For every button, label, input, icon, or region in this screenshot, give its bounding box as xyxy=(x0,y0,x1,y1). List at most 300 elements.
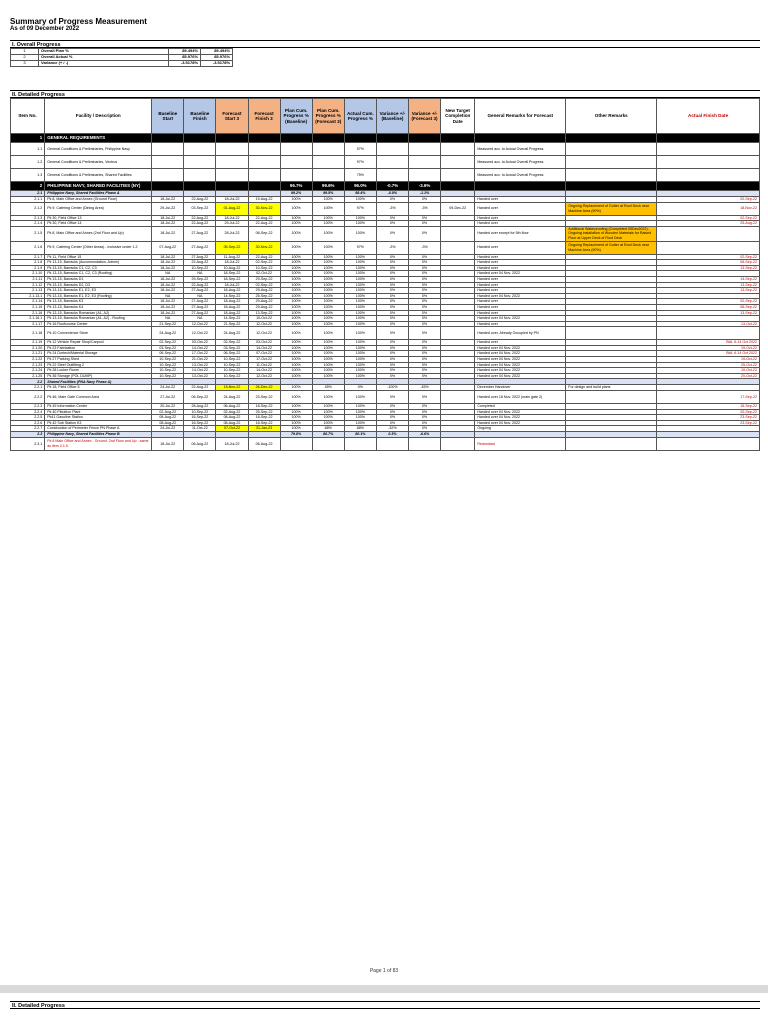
plan-baseline: 100% xyxy=(280,215,312,221)
baseline-start: 18-Jul-22 xyxy=(152,254,184,260)
forecast-start: 06-Sep-22 xyxy=(216,351,248,357)
facility: Pk 42 Sub Station K3 xyxy=(45,420,152,426)
new-target-date: 09-Dec-22 xyxy=(441,202,475,215)
forecast-finish: 07-Oct-22 xyxy=(248,351,280,357)
general-remarks: Measured acc. to Actual Overall Progress xyxy=(475,169,566,182)
baseline-finish xyxy=(184,169,216,182)
table-row xyxy=(11,226,760,241)
actual-progress: 100% xyxy=(344,304,376,310)
forecast-finish xyxy=(248,182,280,191)
facility: PHILIPPINE NAVY, SHARED FACILITIES (NY) xyxy=(45,182,152,191)
variance-baseline: 0% xyxy=(376,288,408,294)
baseline-finish: 17-Oct-22 xyxy=(184,351,216,357)
actual-progress: 98.4% xyxy=(344,191,376,197)
variance-forecast: 0% xyxy=(408,426,440,432)
col-other-remarks: Other Remarks xyxy=(566,99,657,134)
baseline-finish: 22-Aug-22 xyxy=(184,197,216,203)
baseline-finish: 27-Aug-22 xyxy=(184,288,216,294)
plan-forecast: 100% xyxy=(312,260,344,266)
actual-progress: 100% xyxy=(344,254,376,260)
general-remarks: Measured acc. to Actual Overall Progress xyxy=(475,143,566,156)
plan-forecast: 100% xyxy=(312,288,344,294)
other-remarks xyxy=(566,391,657,404)
other-remarks: Additional Waterproofing (Completed 05Dec2022), Ongoing installation of Wooden Materials for Raised Floor at Upper Deck of Roof Deck xyxy=(566,226,657,241)
variance-forecast: -3% xyxy=(408,202,440,215)
baseline-finish: NA xyxy=(184,316,216,322)
facility: Pk 46, Main Gate Common Area xyxy=(45,391,152,404)
baseline-start: 10-Sep-22 xyxy=(152,357,184,363)
variance-baseline: 0% xyxy=(376,404,408,410)
forecast-finish: 29-Aug-22 xyxy=(248,299,280,305)
actual-finish-date: 23-Sep-22 xyxy=(657,415,760,421)
baseline-finish: 10-Sep-22 xyxy=(184,265,216,271)
plan-forecast xyxy=(312,438,344,451)
forecast-start: 18-Aug-22 xyxy=(216,310,248,316)
plan-forecast: 100% xyxy=(312,373,344,379)
col-actual: Actual Cum. Progress % xyxy=(344,99,376,134)
actual-finish-date xyxy=(657,134,760,143)
col-baseline-start: Baseline Start xyxy=(152,99,184,134)
baseline-start: 18-Jul-22 xyxy=(152,304,184,310)
plan-baseline: 100% xyxy=(280,345,312,351)
forecast-finish: 10-Sep-22 xyxy=(248,265,280,271)
plan-baseline: 100% xyxy=(280,197,312,203)
variance-forecast: 0% xyxy=(408,404,440,410)
variance-forecast: 0% xyxy=(408,282,440,288)
actual-progress: 100% xyxy=(344,357,376,363)
forecast-start: 02-Sep-22 xyxy=(216,340,248,346)
plan-forecast: 86.7% xyxy=(312,432,344,438)
overall-row-value-2: -3.5178% xyxy=(201,61,233,67)
forecast-finish: 11-Oct-22 xyxy=(248,362,280,368)
baseline-finish: 10-Sep-22 xyxy=(184,409,216,415)
facility: Shared Facilities (PNA Navy Phase A) xyxy=(45,379,152,385)
item-no: 2.1.20 xyxy=(11,345,45,351)
actual-finish-date xyxy=(657,156,760,169)
forecast-finish xyxy=(248,169,280,182)
actual-progress: 100% xyxy=(344,340,376,346)
variance-baseline xyxy=(376,143,408,156)
forecast-start: 29-Jul-22 xyxy=(216,221,248,227)
table-row xyxy=(11,391,760,404)
forecast-finish: 12-Oct-22 xyxy=(248,321,280,327)
item-no: 2.1.23 xyxy=(11,362,45,368)
overall-row-value: 89.494% xyxy=(169,49,201,55)
facility: Pk 13-15, Barracks D2, D3 xyxy=(45,282,152,288)
item-no: 2.1.16.1 xyxy=(11,316,45,322)
variance-forecast xyxy=(408,156,440,169)
variance-forecast: 0% xyxy=(408,321,440,327)
item-no: 2.1.21 xyxy=(11,351,45,357)
variance-forecast: 0% xyxy=(408,351,440,357)
variance-baseline: 0% xyxy=(376,391,408,404)
facility: Pk 13-15, Barracks (Accommodation, Admin) xyxy=(45,260,152,266)
item-no: 2.1.4 xyxy=(11,221,45,227)
variance-baseline: 0% xyxy=(376,215,408,221)
baseline-finish: 27-Aug-22 xyxy=(184,304,216,310)
item-no: 2.1.9 xyxy=(11,265,45,271)
overall-row-value: -3.5178% xyxy=(169,61,201,67)
variance-forecast: -6.6% xyxy=(408,432,440,438)
variance-forecast: 0% xyxy=(408,409,440,415)
baseline-start xyxy=(152,182,184,191)
baseline-start: 24-Jul-22 xyxy=(152,426,184,432)
item-no: 2.1.7 xyxy=(11,254,45,260)
variance-baseline: -100% xyxy=(376,385,408,391)
forecast-finish: 14-Oct-22 xyxy=(248,368,280,374)
actual-finish-date: 25-Aug-22 xyxy=(657,221,760,227)
forecast-finish: 29-Sep-22 xyxy=(248,276,280,282)
general-remarks: Handed over xyxy=(475,221,566,227)
baseline-finish: 03-Sep-22 xyxy=(184,202,216,215)
baseline-finish: 27-Aug-22 xyxy=(184,226,216,241)
plan-baseline: 100% xyxy=(280,409,312,415)
new-target-date xyxy=(441,169,475,182)
baseline-start: 18-Jul-22 xyxy=(152,265,184,271)
baseline-finish: 16-Sep-22 xyxy=(184,420,216,426)
facility: Pk 24 Dortech/Material Storage xyxy=(45,351,152,357)
forecast-start: 18-Jul-22 xyxy=(216,438,248,451)
plan-forecast: 100% xyxy=(312,226,344,241)
general-remarks: Handed over 04 Nov. 2022 xyxy=(475,415,566,421)
variance-forecast: -1.1% xyxy=(408,191,440,197)
plan-baseline xyxy=(280,143,312,156)
baseline-finish: 14-Oct-22 xyxy=(184,368,216,374)
actual-progress: 100% xyxy=(344,345,376,351)
baseline-finish: 22-Aug-22 xyxy=(184,215,216,221)
variance-forecast: 0% xyxy=(408,420,440,426)
actual-finish-date: Bldl. 6-14 Oct 2022 xyxy=(657,340,760,346)
forecast-finish: 12-Oct-22 xyxy=(248,327,280,340)
forecast-start: 18-Sep-22 xyxy=(216,276,248,282)
forecast-start: 08-Aug-22 xyxy=(216,415,248,421)
variance-forecast: 0% xyxy=(408,357,440,363)
actual-progress: 100% xyxy=(344,415,376,421)
actual-progress: 100% xyxy=(344,391,376,404)
document-title: Summary of Progress Measurement xyxy=(10,17,147,26)
plan-forecast: 100% xyxy=(312,327,344,340)
variance-baseline: -0.7% xyxy=(376,182,408,191)
group-row xyxy=(11,182,760,191)
actual-finish-date: 14-Sep-22 xyxy=(657,276,760,282)
plan-forecast: 100% xyxy=(312,304,344,310)
plan-forecast: 100% xyxy=(312,299,344,305)
baseline-finish xyxy=(184,134,216,143)
plan-baseline: 100% xyxy=(280,420,312,426)
plan-forecast: 99.6% xyxy=(312,182,344,191)
item-no: 2.2.1 xyxy=(11,385,45,391)
actual-progress: 100% xyxy=(344,282,376,288)
col-general-remarks: General Remarks for Forecast xyxy=(475,99,566,134)
actual-progress: 100% xyxy=(344,299,376,305)
forecast-start: 10-Sep-22 xyxy=(216,362,248,368)
actual-progress: 97% xyxy=(344,143,376,156)
plan-baseline: 100% xyxy=(280,282,312,288)
actual-progress: 0% xyxy=(344,385,376,391)
plan-baseline: 100% xyxy=(280,241,312,254)
plan-forecast: 100% xyxy=(312,271,344,277)
actual-finish-date: 20-Sep-22 xyxy=(657,409,760,415)
general-remarks: Handed over xyxy=(475,304,566,310)
page-gap xyxy=(0,985,768,993)
item-no: 2.3 xyxy=(11,432,45,438)
item-no: 2.1.24 xyxy=(11,368,45,374)
variance-baseline: -3% xyxy=(376,202,408,215)
forecast-finish: 06-Aug-22 xyxy=(248,438,280,451)
overall-row-no: 3 xyxy=(11,61,39,67)
general-remarks: Handed over 04 Nov. 2022 xyxy=(475,316,566,322)
variance-forecast: 0% xyxy=(408,271,440,277)
table-row xyxy=(11,202,760,215)
forecast-start: 24-Aug-22 xyxy=(216,391,248,404)
plan-baseline: 100% xyxy=(280,288,312,294)
general-remarks: Redundant xyxy=(475,438,566,451)
general-remarks xyxy=(475,182,566,191)
facility: Pk 12 Vehicle Repair Shop/Carpool xyxy=(45,340,152,346)
forecast-finish: 26-Dec-22 xyxy=(248,385,280,391)
baseline-finish: 12-Oct-22 xyxy=(184,327,216,340)
forecast-finish: 25-Sep-22 xyxy=(248,409,280,415)
forecast-start: 18-Jul-22 xyxy=(216,282,248,288)
item-no: 2.1.13 xyxy=(11,288,45,294)
table-row xyxy=(11,327,760,340)
variance-baseline: 0% xyxy=(376,321,408,327)
col-variance-baseline: Variance +/- (Baseline) xyxy=(376,99,408,134)
new-target-date xyxy=(441,134,475,143)
actual-finish-date: 13-Oct-22 xyxy=(657,321,760,327)
actual-progress: 100% xyxy=(344,321,376,327)
plan-baseline: 100% xyxy=(280,362,312,368)
general-remarks: Handed over xyxy=(475,241,566,254)
baseline-finish: 11-Oct-22 xyxy=(184,426,216,432)
facility: Pk 30, Field Office 14 xyxy=(45,221,152,227)
forecast-start: 18-Aug-22 xyxy=(216,304,248,310)
table-row xyxy=(11,438,760,451)
general-remarks: Handed over xyxy=(475,260,566,266)
item-no: 2.2.6 xyxy=(11,420,45,426)
item-no: 2.1.15 xyxy=(11,304,45,310)
baseline-start: 24-Aug-22 xyxy=(152,327,184,340)
facility: Pk 8, Main Office and Annex (2nd Floor and Up) xyxy=(45,226,152,241)
variance-baseline: 0% xyxy=(376,254,408,260)
general-remarks: Handed over xyxy=(475,321,566,327)
actual-finish-date: Bldl. 6-14 Oct 2022 xyxy=(657,351,760,357)
actual-progress: 100% xyxy=(344,271,376,277)
new-target-date xyxy=(441,241,475,254)
general-remarks: Handed over xyxy=(475,340,566,346)
actual-progress: 100% xyxy=(344,226,376,241)
item-no: 2.2.3 xyxy=(11,404,45,410)
variance-baseline: 0% xyxy=(376,304,408,310)
actual-finish-date: 25-Oct-22 xyxy=(657,362,760,368)
baseline-start: 21-Sep-22 xyxy=(152,321,184,327)
general-remarks: Handed over 04 Nov. 2022 xyxy=(475,373,566,379)
actual-finish-date: 16-Sep-22 xyxy=(657,404,760,410)
item-no: 2.1.16 xyxy=(11,310,45,316)
facility: Pk 28 Locker Room xyxy=(45,368,152,374)
plan-baseline: 100% xyxy=(280,202,312,215)
baseline-start: 20-Jul-22 xyxy=(152,404,184,410)
variance-baseline xyxy=(376,156,408,169)
item-no: 2.2.2 xyxy=(11,391,45,404)
overall-row-value: 85.976% xyxy=(169,55,201,61)
variance-forecast: 0% xyxy=(408,215,440,221)
baseline-start: 08-Aug-22 xyxy=(152,420,184,426)
baseline-start: 18-Jul-22 xyxy=(152,276,184,282)
item-no: 2.1.11 xyxy=(11,276,45,282)
facility: General Conditions & Preliminaries, Vectrus xyxy=(45,156,152,169)
actual-finish-date: 13-Sep-22 xyxy=(657,310,760,316)
facility: Pk 13-15, Barracks Romanian (A1, A2) xyxy=(45,310,152,316)
variance-baseline: -3% xyxy=(376,241,408,254)
variance-baseline: 0% xyxy=(376,276,408,282)
actual-progress: 100% xyxy=(344,362,376,368)
document-page-2 xyxy=(0,993,768,1024)
variance-forecast: 0% xyxy=(408,293,440,299)
as-of-date: As of 09 December 2022 xyxy=(10,26,80,32)
item-no: 2.1.22 xyxy=(11,357,45,363)
overall-row-value-2: 89.494% xyxy=(201,49,233,55)
forecast-finish: 02-Oct-22 xyxy=(248,271,280,277)
baseline-start: 18-Jul-22 xyxy=(152,299,184,305)
col-baseline-finish: Baseline Finish xyxy=(184,99,216,134)
forecast-start: 01-Aug-22 xyxy=(216,202,248,215)
general-remarks: Handed over xyxy=(475,202,566,215)
actual-progress: 100% xyxy=(344,293,376,299)
baseline-finish: 28-Aug-22 xyxy=(184,404,216,410)
facility: Pk 23 Fabrication xyxy=(45,345,152,351)
baseline-finish xyxy=(184,156,216,169)
actual-finish-date: 13-Sep-22 xyxy=(657,265,760,271)
other-remarks xyxy=(566,327,657,340)
baseline-start: 18-Jul-22 xyxy=(152,197,184,203)
forecast-finish: 30-Nov-22 xyxy=(248,202,280,215)
item-no: 2.1.3 xyxy=(11,215,45,221)
new-target-date xyxy=(441,143,475,156)
variance-baseline: 0% xyxy=(376,351,408,357)
actual-progress: 100% xyxy=(344,327,376,340)
plan-forecast xyxy=(312,134,344,143)
overall-row-no: 2 xyxy=(11,55,39,61)
baseline-start: 18-Jul-22 xyxy=(152,226,184,241)
forecast-finish: 30-Nov-22 xyxy=(248,241,280,254)
variance-forecast: 0% xyxy=(408,373,440,379)
variance-baseline: 0% xyxy=(376,415,408,421)
variance-baseline: 0% xyxy=(376,362,408,368)
actual-finish-date xyxy=(657,143,760,156)
actual-progress xyxy=(344,134,376,143)
col-forecast-start: Forecast Start 3 xyxy=(216,99,248,134)
forecast-start xyxy=(216,134,248,143)
plan-forecast: 100% xyxy=(312,345,344,351)
baseline-start: 02-Sep-22 xyxy=(152,340,184,346)
baseline-finish: 13-Oct-22 xyxy=(184,373,216,379)
variance-forecast: 0% xyxy=(408,415,440,421)
plan-forecast: 99.5% xyxy=(312,191,344,197)
other-remarks xyxy=(566,438,657,451)
general-remarks: Handed over 04 Nov. 2022 xyxy=(475,368,566,374)
item-no: 2.2.7 xyxy=(11,426,45,432)
actual-progress: 100% xyxy=(344,404,376,410)
item-no: 2.1.17 xyxy=(11,321,45,327)
overall-progress-table xyxy=(10,48,761,67)
variance-baseline: -0.8% xyxy=(376,191,408,197)
plan-baseline: 100% xyxy=(280,254,312,260)
overall-row-label: Variance (+ / -) xyxy=(39,61,169,67)
actual-finish-date: 17-Sep-22 xyxy=(657,391,760,404)
general-remarks: December Handover xyxy=(475,385,566,391)
forecast-start: 18-Sep-22 xyxy=(216,271,248,277)
baseline-finish: 22-Aug-22 xyxy=(184,385,216,391)
forecast-start: 10-Sep-22 xyxy=(216,357,248,363)
baseline-finish: 27-Aug-22 xyxy=(184,310,216,316)
plan-forecast: 100% xyxy=(312,265,344,271)
facility: Construction of Perimeter Fence PN Phase A xyxy=(45,426,152,432)
general-remarks: Handed over xyxy=(475,265,566,271)
variance-baseline: -32% xyxy=(376,426,408,432)
actual-progress: 100% xyxy=(344,215,376,221)
variance-baseline: 0% xyxy=(376,340,408,346)
forecast-finish: 02-Sep-22 xyxy=(248,260,280,266)
forecast-start: 21-Sep-22 xyxy=(216,321,248,327)
forecast-finish: 23-Sep-22 xyxy=(248,391,280,404)
actual-finish-date: 06-Sep-22 xyxy=(657,304,760,310)
plan-baseline: 100% xyxy=(280,391,312,404)
item-no: 1 xyxy=(11,134,45,143)
variance-baseline: 0% xyxy=(376,368,408,374)
plan-forecast: 100% xyxy=(312,241,344,254)
plan-forecast: 100% xyxy=(312,415,344,421)
plan-forecast: 100% xyxy=(312,404,344,410)
actual-progress: 100% xyxy=(344,260,376,266)
forecast-start: 05-Sep-22 xyxy=(216,241,248,254)
variance-forecast: 0% xyxy=(408,276,440,282)
other-remarks xyxy=(566,169,657,182)
forecast-finish: 13-Sep-22 xyxy=(248,310,280,316)
facility: Pk 22 Steel Outfitting 2 xyxy=(45,362,152,368)
forecast-start: 06-Aug-22 xyxy=(216,404,248,410)
actual-finish-date: 02-Sep-22 xyxy=(657,215,760,221)
plan-forecast: 100% xyxy=(312,310,344,316)
plan-baseline xyxy=(280,438,312,451)
col-new-target: New Target Completion Date xyxy=(441,99,475,134)
table-row xyxy=(11,156,760,169)
plan-forecast: 100% xyxy=(312,221,344,227)
plan-forecast: 100% xyxy=(312,276,344,282)
forecast-finish: 06-Sep-22 xyxy=(248,226,280,241)
item-no: 2.2 xyxy=(11,379,45,385)
variance-forecast: 0% xyxy=(408,265,440,271)
other-remarks: Ongoing Replacement of Gutter at Roof Deck near Machine Area (90%) xyxy=(566,202,657,215)
actual-progress: 68% xyxy=(344,426,376,432)
plan-baseline: 100% xyxy=(280,304,312,310)
baseline-start: 18-Jul-22 xyxy=(152,260,184,266)
plan-baseline: 100% xyxy=(280,260,312,266)
overall-row-spacer xyxy=(233,61,761,67)
item-no: 2.1 xyxy=(11,191,45,197)
baseline-start: 27-Jul-22 xyxy=(152,391,184,404)
variance-forecast: 0% xyxy=(408,288,440,294)
actual-progress: 100% xyxy=(344,373,376,379)
item-no: 2.3.1 xyxy=(11,438,45,451)
forecast-start xyxy=(216,156,248,169)
variance-baseline: 0% xyxy=(376,327,408,340)
detailed-progress-section-page-2: II. Detailed Progress xyxy=(10,1001,760,1009)
forecast-finish: 17-Oct-22 xyxy=(248,357,280,363)
plan-baseline: 100% xyxy=(280,351,312,357)
forecast-start: 11-Aug-22 xyxy=(216,254,248,260)
item-no: 2 xyxy=(11,182,45,191)
